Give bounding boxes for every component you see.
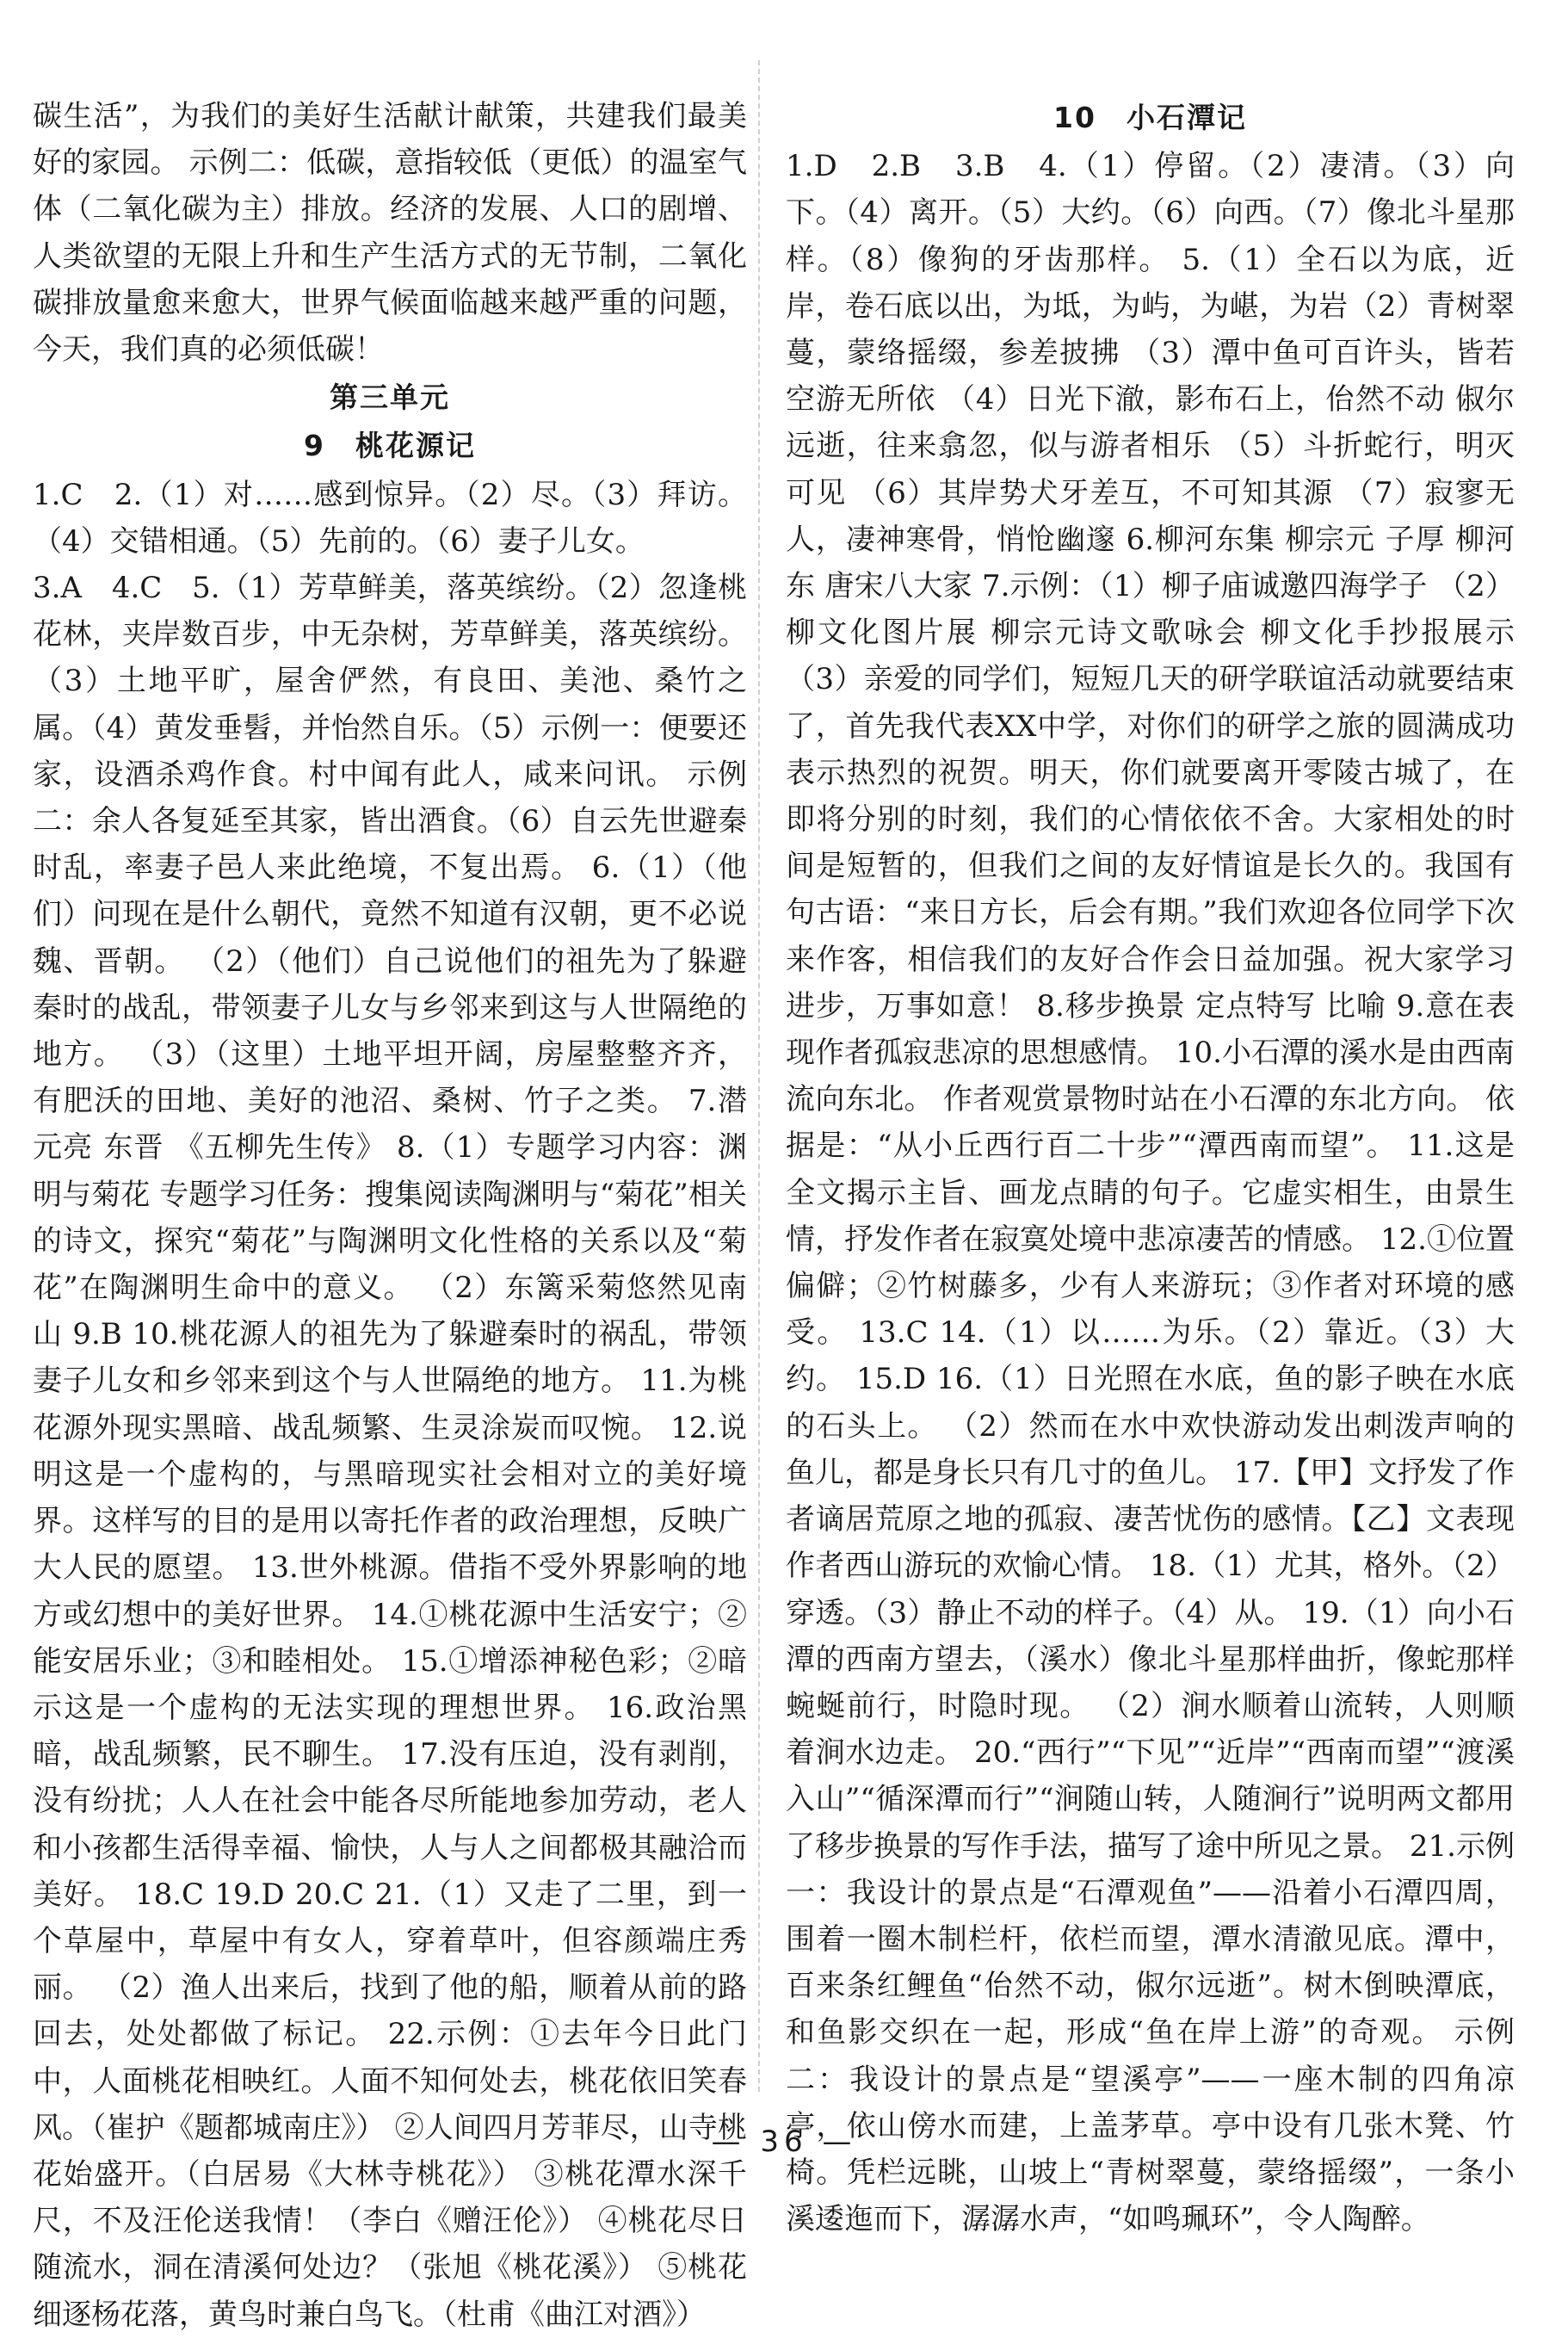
answers-lesson-9-part2: 3.A 4.C 5.（1）芳草鲜美，落英缤纷。（2）忽逢桃花林，夹岸数百步，中无杂树，芳草鲜美，落英缤纷。（3）土地平旷，屋舍俨然，有良田、美池、桑竹之属。（4）黄发垂髫，并怡然自乐。（5）示例一：便要还家，设酒杀鸡作食。村中闻有此人，咸来问讯。 示例二：余人各复延至其家，皆出酒食。（6）自云先世避秦时乱，率妻子邑人来此绝境，不复出焉。 6.（1）（他们）问现在是什么朝代，竟然不知道有汉朝，更不必说魏、晋朝。 （2）（他们）自己说他们的祖先为了躲避秦时的战乱，带领妻子儿女与乡邻来到这与人世隔绝的地方。 （3）（这里）土地平坦开阔，房屋整整齐齐，有肥沃的田地、美好的池沼、桑树、竹子之类。 7.潜 元亮 东晋 《五柳先生传》 8.（1）专题学习内容：渊明与菊花 专题学习任务：搜集阅读陶渊明与“菊花”相关的诗文，探究“菊花”与陶渊明文化性格的关系以及“菊花”在陶渊明生命中的意义。 （2）东篱采菊悠然见南山 9.B 10.桃花源人的祖先为了躲避秦时的祸乱，带领妻子儿女和乡邻来到这个与人世隔绝的地方。 11.为桃花源外现实黑暗、战乱频繁、生灵涂炭而叹惋。 12.说明这是一个虚构的，与黑暗现实社会相对立的美好境界。这样写的目的是用以寄托作者的政治理想，反映广大人民的愿望。 13.世外桃源。借指不受外界影响的地方或幻想中的美好世界。 14.①桃花源中生活安宁；②能安居乐业；③和睦相处。 15.①增添神秘色彩；②暗示这是一个虚构的无法实现的理想世界。 16.政治黑暗，战乱频繁，民不聊生。 17.没有压迫，没有剥削，没有纷扰；人人在社会中能各尽所能地参加劳动，老人和小孩都生活得幸福、愉快，人与人之间都极其融洽而美好。 18.C 19.D 20.C 21.（1）又走了二里，到一个草屋中，草屋中有女人，穿着草叶，但容颜端庄秀丽。 （2）渔人出来后，找到了他的船，顺着从前的路回去，处处都做了标记。 22.示例：①去年今日此门中，人面桃花相映红。人面不知何处去，桃花依旧笑春风。（崔护《题都城南庄》） ②人间四月芳菲尽，山寺桃花始盛开。（白居易《大林寺桃花》） ③桃花潭水深千尺，不及汪伦送我情！（李白《赠汪伦》） ④桃花尽日随流水，洞在清溪何处边？（张旭《桃花溪》） ⑤桃花细逐杨花落，黄鸟时兼白鸟飞。（杜甫《曲江对酒》） <box>33 571 747 2332</box>
left-column <box>33 93 747 2338</box>
lesson-heading-9: 9 桃花源记 <box>304 429 476 463</box>
lesson-heading-10: 10 小石潭记 <box>1053 101 1247 134</box>
answers-lesson-9-part1: 1.C 2.（1）对……感到惊异。（2）尽。（3）拜访。（4）交错相通。（5）先前的。（6）妻子儿女。 <box>33 477 747 559</box>
column-divider <box>758 60 760 2092</box>
unit-heading: 第三单元 <box>330 380 450 415</box>
answers-lesson-10: 1.D 2.B 3.B 4.（1）停留。（2）凄清。（3）向下。（4）离开。（5）大约。（6）向西。（7）像北斗星那样。（8）像狗的牙齿那样。 5.（1）全石以为底，近岸，卷石底以出，为坻，为屿，为嵁，为岩（2）青树翠蔓，蒙络摇缀，参差披拂 （3）潭中鱼可百许头，皆若空游无所依 （4）日光下澈，影布石上，佁然不动 俶尔远逝，往来翕忽，似与游者相乐 （5）斗折蛇行，明灭可见 （6）其岸势犬牙差互，不可知其源 （7）寂寥无人，凄神寒骨，悄怆幽邃 6.柳河东集 柳宗元 子厚 柳河东 唐宋八大家 7.示例：（1）柳子庙诚邀四海学子 （2）柳文化图片展 柳宗元诗文歌咏会 柳文化手抄报展示 （3）亲爱的同学们，短短几天的研学联谊活动就要结束了，首先我代表XX中学，对你们的研学之旅的圆满成功表示热烈的祝贺。明天，你们就要离开零陵古城了，在即将分别的时刻，我们的心情依依不舍。大家相处的时间是短暂的，但我们之间的友好情谊是长久的。我国有句古语：“来日方长，后会有期。”我们欢迎各位同学下次来作客，相信我们的友好合作会日益加强。祝大家学习进步，万事如意！ 8.移步换景 定点特写 比喻 9.意在表现作者孤寂悲凉的思想感情。 10.小石潭的溪水是由西南流向东北。 作者观赏景物时站在小石潭的东北方向。 依据是：“从小丘西行百二十步”“潭西南而望”。 11.这是全文揭示主旨、画龙点睛的句子。它虚实相生，由景生情，抒发作者在寂寞处境中悲凉凄苦的情感。 12.①位置偏僻；②竹树藤多，少有人来游玩；③作者对环境的感受。 13.C 14.（1）以……为乐。（2）靠近。（3）大约。 15.D 16.（1）日光照在水底，鱼的影子映在水底的石头上。 （2）然而在水中欢快游动发出刺泼声响的鱼儿，都是身长只有几寸的鱼儿。 17.【甲】文抒发了作者谪居荒原之地的孤寂、凄苦忧伤的感情。【乙】文表现作者西山游玩的欢愉心情。 18.（1）尤其，格外。（2）穿透。（3）静止不动的样子。（4）从。 19.（1）向小石潭的西南方望去，（溪水）像北斗星那样曲折，像蛇那样蜿蜒前行，时隐时现。 （2）涧水顺着山流转，人则顺着涧水边走。 20.“西行”“下见”“近岸”“西南而望”“渡溪入山”“循深潭而行”“涧随山转，人随涧行”说明两文都用了移步换景的写作手法，描写了途中所见之景。 21.示例一：我设计的景点是“石潭观鱼”——沿着小石潭四周，围着一圈木制栏杆，依栏而望，潭水清澈见底。潭中，百来条红鲤鱼“佁然不动，俶尔远逝”。树木倒映潭底，和鱼影交织在一起，形成“鱼在岸上游”的奇观。 示例二：我设计的景点是“望溪亭”——一座木制的四角凉亭，依山傍水而建，上盖茅草。亭中设有几张木凳、竹椅。凭栏远眺，山坡上“青树翠蔓，蒙络摇缀”，一条小溪逶迤而下，潺潺水声，“如鸣珮环”，令人陶醉。 <box>786 149 1515 2237</box>
intro-paragraph: 碳生活”，为我们的美好生活献计献策，共建我们最美好的家园。 示例二：低碳，意指较低（更低）的温室气体（二氧化碳为主）排放。经济的发展、人口的剧增、人类欲望的无限上升和生产生活方式的无节制，二氧化碳排放量愈来愈大，世界气候面临越来越严重的问题，今天，我们真的必须低碳！ <box>33 99 747 368</box>
right-column <box>786 93 1515 2242</box>
page-number: — 36 — <box>711 2125 857 2159</box>
